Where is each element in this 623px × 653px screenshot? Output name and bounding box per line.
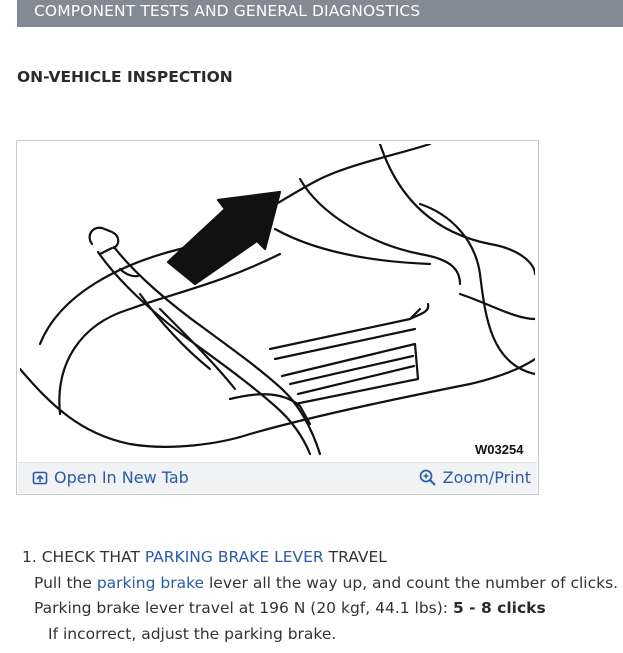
instruction-prefix: Pull the — [34, 573, 97, 592]
parking-brake-link[interactable]: parking brake — [96, 573, 205, 592]
figure-code: W03254 — [475, 442, 524, 457]
specification-value: 5 - 8 clicks — [452, 599, 546, 617]
figure-card — [16, 140, 539, 495]
step-instruction — [22, 571, 620, 597]
parking-brake-lever-link[interactable]: PARKING BRAKE LEVER — [144, 548, 324, 566]
section-header-bar — [17, 0, 623, 27]
step-note: If incorrect, adjust the parking brake. — [48, 624, 337, 643]
open-new-tab-icon — [32, 470, 48, 486]
step-heading-prefix: 1. CHECK THAT — [22, 548, 145, 566]
zoom-print-link[interactable] — [419, 468, 531, 487]
zoom-icon — [419, 469, 437, 487]
section-title: ON-VEHICLE INSPECTION — [17, 68, 233, 86]
instruction-suffix: lever all the way up, and count the number of clicks. — [204, 573, 619, 592]
inspection-steps — [22, 545, 620, 647]
zoom-print-label: Zoom/Print — [442, 468, 531, 487]
step-specification — [22, 596, 620, 622]
open-in-new-tab-label: Open In New Tab — [54, 468, 189, 487]
header-title: COMPONENT TESTS AND GENERAL DIAGNOSTICS — [34, 2, 421, 20]
step-heading-suffix: TRAVEL — [323, 548, 387, 566]
step-heading — [22, 545, 620, 571]
specification-prefix: Parking brake lever travel at 196 N (20 kgf, 44.1 lbs): — [34, 599, 453, 617]
open-in-new-tab-link[interactable] — [32, 468, 189, 487]
figure-toolbar — [18, 462, 537, 493]
parking-brake-illustration[interactable] — [20, 144, 535, 462]
